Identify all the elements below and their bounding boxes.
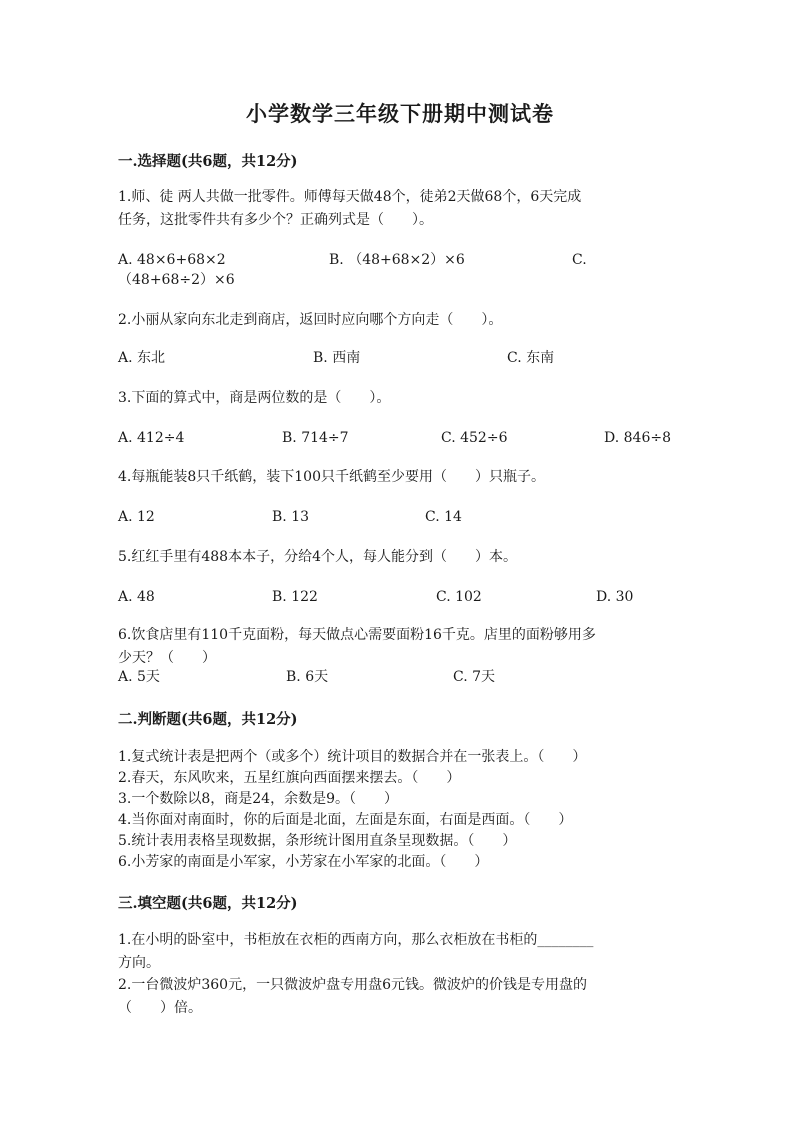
question-6-line2: 少天？（ ）	[118, 650, 216, 666]
question-3: 3.下面的算式中，商是两位数的是（ ）。	[118, 390, 391, 406]
question-2: 2.小丽从家向东北走到商店，返回时应向哪个方向走（ ）。	[118, 312, 503, 328]
option-a: A. 412÷4	[118, 430, 185, 446]
option-a: A. 东北	[118, 350, 166, 366]
option-b: B. 13	[272, 509, 310, 525]
question-4: 4.每瓶能装8只千纸鹤，装下100只千纸鹤至少要用（ ）只瓶子。	[118, 469, 545, 485]
judgement-item: 3.一个数除以8，商是24，余数是9。（ ）	[118, 791, 398, 807]
option-c: C. 7天	[453, 669, 496, 685]
option-c: C. 东南	[507, 350, 555, 366]
fill-question-1-line1: 1.在小明的卧室中，书柜放在衣柜的西南方向，那么衣柜放在书柜的________	[118, 932, 594, 948]
option-c: C.	[572, 252, 587, 268]
fill-question-2-line2: （ ）倍。	[118, 1000, 202, 1016]
page-title: 小学数学三年级下册期中测试卷	[246, 101, 554, 126]
option-d: D. 846÷8	[604, 430, 671, 446]
fill-question-1	[118, 929, 698, 975]
option-b: B. 西南	[313, 350, 361, 366]
option-c: C. 102	[436, 589, 482, 605]
option-b: B. 714÷7	[282, 430, 349, 446]
judgement-item: 2.春天，东风吹来，五星红旗向西面摆来摆去。（ ）	[118, 770, 461, 786]
section-heading-choice: 一.选择题(共6题，共12分)	[118, 153, 298, 170]
option-a: A. 48×6+68×2	[118, 252, 226, 268]
judgement-item: 4.当你面对南面时，你的后面是北面，左面是东面，右面是西面。（ ）	[118, 812, 573, 828]
option-a: A. 12	[118, 509, 155, 525]
option-a: A. 48	[118, 589, 155, 605]
option-d: D. 30	[596, 589, 634, 605]
fill-question-2	[118, 974, 698, 1020]
option-b: B. 6天	[286, 669, 329, 685]
option-b: B. 122	[272, 589, 318, 605]
option-b: B. （48+68×2）×6	[329, 252, 465, 268]
question-1	[118, 186, 678, 232]
fill-question-1-line2: 方向。	[118, 955, 160, 971]
section-heading-judgement: 二.判断题(共6题，共12分)	[118, 711, 298, 728]
judgement-item: 6.小芳家的南面是小军家，小芳家在小军家的北面。（ ）	[118, 854, 489, 870]
question-1-line2: 任务，这批零件共有多少个？正确列式是（ ）。	[118, 212, 433, 228]
option-c-content: （48+68÷2）×6	[118, 272, 235, 288]
fill-question-2-line1: 2.一台微波炉360元，一只微波炉盘专用盘6元钱。微波炉的价钱是专用盘的	[118, 977, 587, 993]
question-1-line1: 1.师、徒 两人共做一批零件。师傅每天做48个，徒弟2天做68个，6天完成	[118, 189, 582, 205]
question-6-line1: 6.饮食店里有110千克面粉，每天做点心需要面粉16千克。店里的面粉够用多	[118, 627, 596, 643]
section-heading-fill-in: 三.填空题(共6题，共12分)	[118, 895, 298, 912]
question-6	[118, 624, 678, 670]
option-a: A. 5天	[118, 669, 160, 685]
option-c: C. 14	[425, 509, 462, 525]
question-5: 5.红红手里有488本本子，分给4个人，每人能分到（ ）本。	[118, 549, 517, 565]
judgement-item: 5.统计表用表格呈现数据，条形统计图用直条呈现数据。（ ）	[118, 833, 517, 849]
option-c: C. 452÷6	[441, 430, 508, 446]
judgement-item: 1.复式统计表是把两个（或多个）统计项目的数据合并在一张表上。（ ）	[118, 749, 587, 765]
